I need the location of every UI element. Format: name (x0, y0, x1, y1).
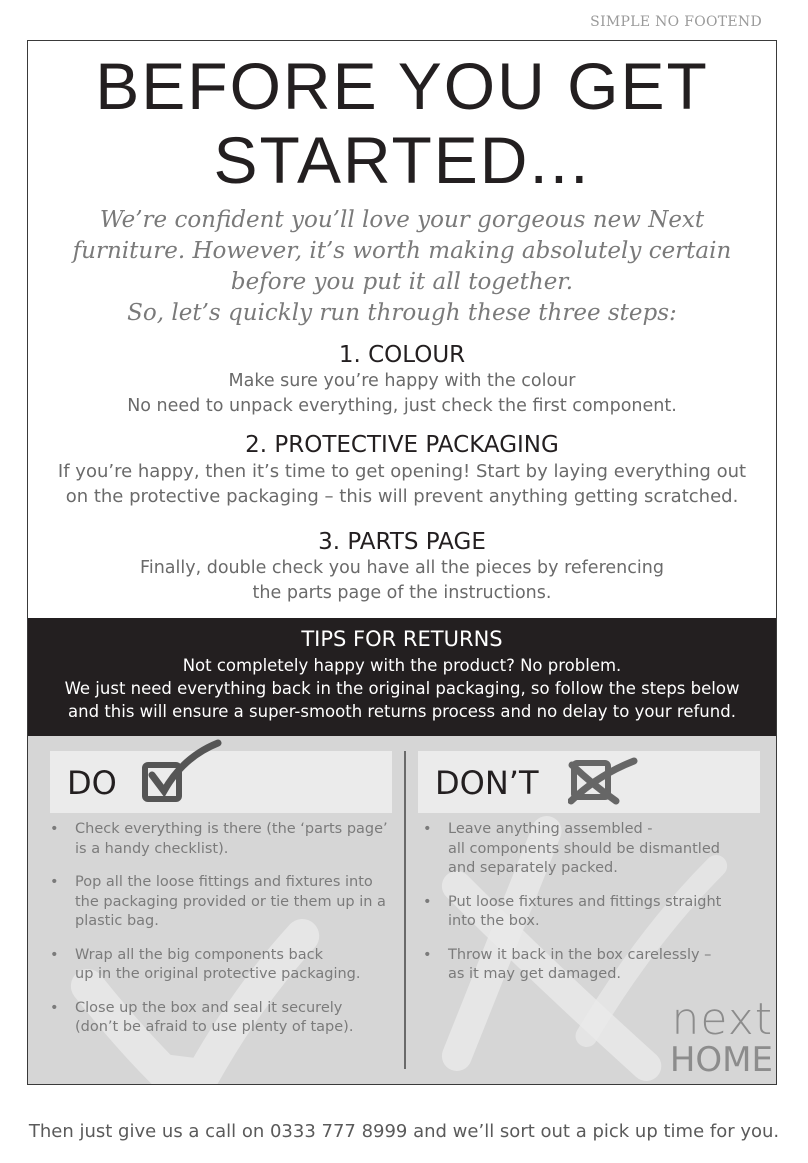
dont-header (418, 751, 760, 813)
list-item: • Pop all the loose fittings and fixtures into the packaging provided or tie them up in a plastic bag. (50, 873, 395, 932)
logo-word-next: next (671, 994, 773, 1045)
do-label: DO (67, 764, 117, 802)
step-heading: 2. PROTECTIVE PACKAGING (245, 432, 559, 458)
dont-label: DON’T (435, 764, 539, 802)
do-list (50, 820, 395, 1052)
list-item: • Put loose fixtures and fittings straight into the box. (423, 893, 743, 932)
step-protective-packaging (28, 431, 776, 509)
step-text-line: the parts page of the instructions. (252, 583, 552, 603)
column-divider (404, 751, 406, 1069)
intro-line-4: So, let’s quickly run through these three steps: (127, 300, 677, 326)
step-colour (28, 341, 776, 419)
intro-line-3: before you put it all together. (230, 269, 574, 295)
instruction-sheet (27, 40, 777, 1085)
list-item: • Throw it back in the box carelessly – as it may get damaged. (423, 946, 743, 985)
logo-word-home: HOME (669, 1040, 773, 1080)
intro-line-2: furniture. However, it’s worth making absolutely certain (72, 238, 732, 264)
list-item: • Wrap all the big components back up in the original protective packaging. (50, 946, 395, 985)
step-text-line: on the protective packaging – this will prevent anything getting scratched. (65, 486, 739, 507)
page-title (28, 49, 776, 197)
returns-banner (28, 618, 776, 736)
list-item: • Close up the box and seal it securely (don’t be afraid to use plenty of tape). (50, 999, 395, 1038)
checkbox-tick-icon (138, 737, 222, 809)
step-parts-page (28, 528, 776, 606)
list-item: • Leave anything assembled - all components should be dismantled and separately packed. (423, 820, 743, 879)
returns-line-3: and this will ensure a super-smooth returns process and no delay to your refund. (68, 702, 736, 721)
title-line-2: STARTED... (213, 123, 591, 197)
intro-text (28, 205, 776, 329)
step-text-line: Finally, double check you have all the pieces by referencing (140, 558, 664, 578)
dont-list (423, 820, 743, 999)
intro-line-1: We’re confident you’ll love your gorgeous new Next (99, 207, 705, 233)
footer-note: Then just give us a call on 0333 777 8999 and we’ll sort out a pick up time for you. (28, 1121, 780, 1142)
step-text-line: No need to unpack everything, just check the first component. (127, 396, 677, 416)
returns-line-1: Not completely happy with the product? No problem. (182, 656, 622, 675)
step-heading: 1. COLOUR (338, 342, 466, 368)
returns-heading: TIPS FOR RETURNS (301, 627, 503, 651)
next-home-logo (648, 994, 773, 1080)
document-tag: SIMPLE NO FOOTEND (590, 14, 762, 30)
title-line-1: BEFORE YOU GET (95, 49, 709, 123)
checkbox-cross-icon (568, 755, 638, 807)
list-item: • Check everything is there (the ‘parts page’ is a handy checklist). (50, 820, 395, 859)
do-header (50, 751, 392, 813)
returns-line-2: We just need everything back in the original packaging, so follow the steps below (64, 679, 740, 698)
do-dont-panel (28, 736, 776, 1085)
step-text-line: Make sure you’re happy with the colour (228, 371, 576, 391)
step-text-line: If you’re happy, then it’s time to get opening! Start by laying everything out (57, 461, 747, 482)
step-heading: 3. PARTS PAGE (318, 529, 486, 555)
